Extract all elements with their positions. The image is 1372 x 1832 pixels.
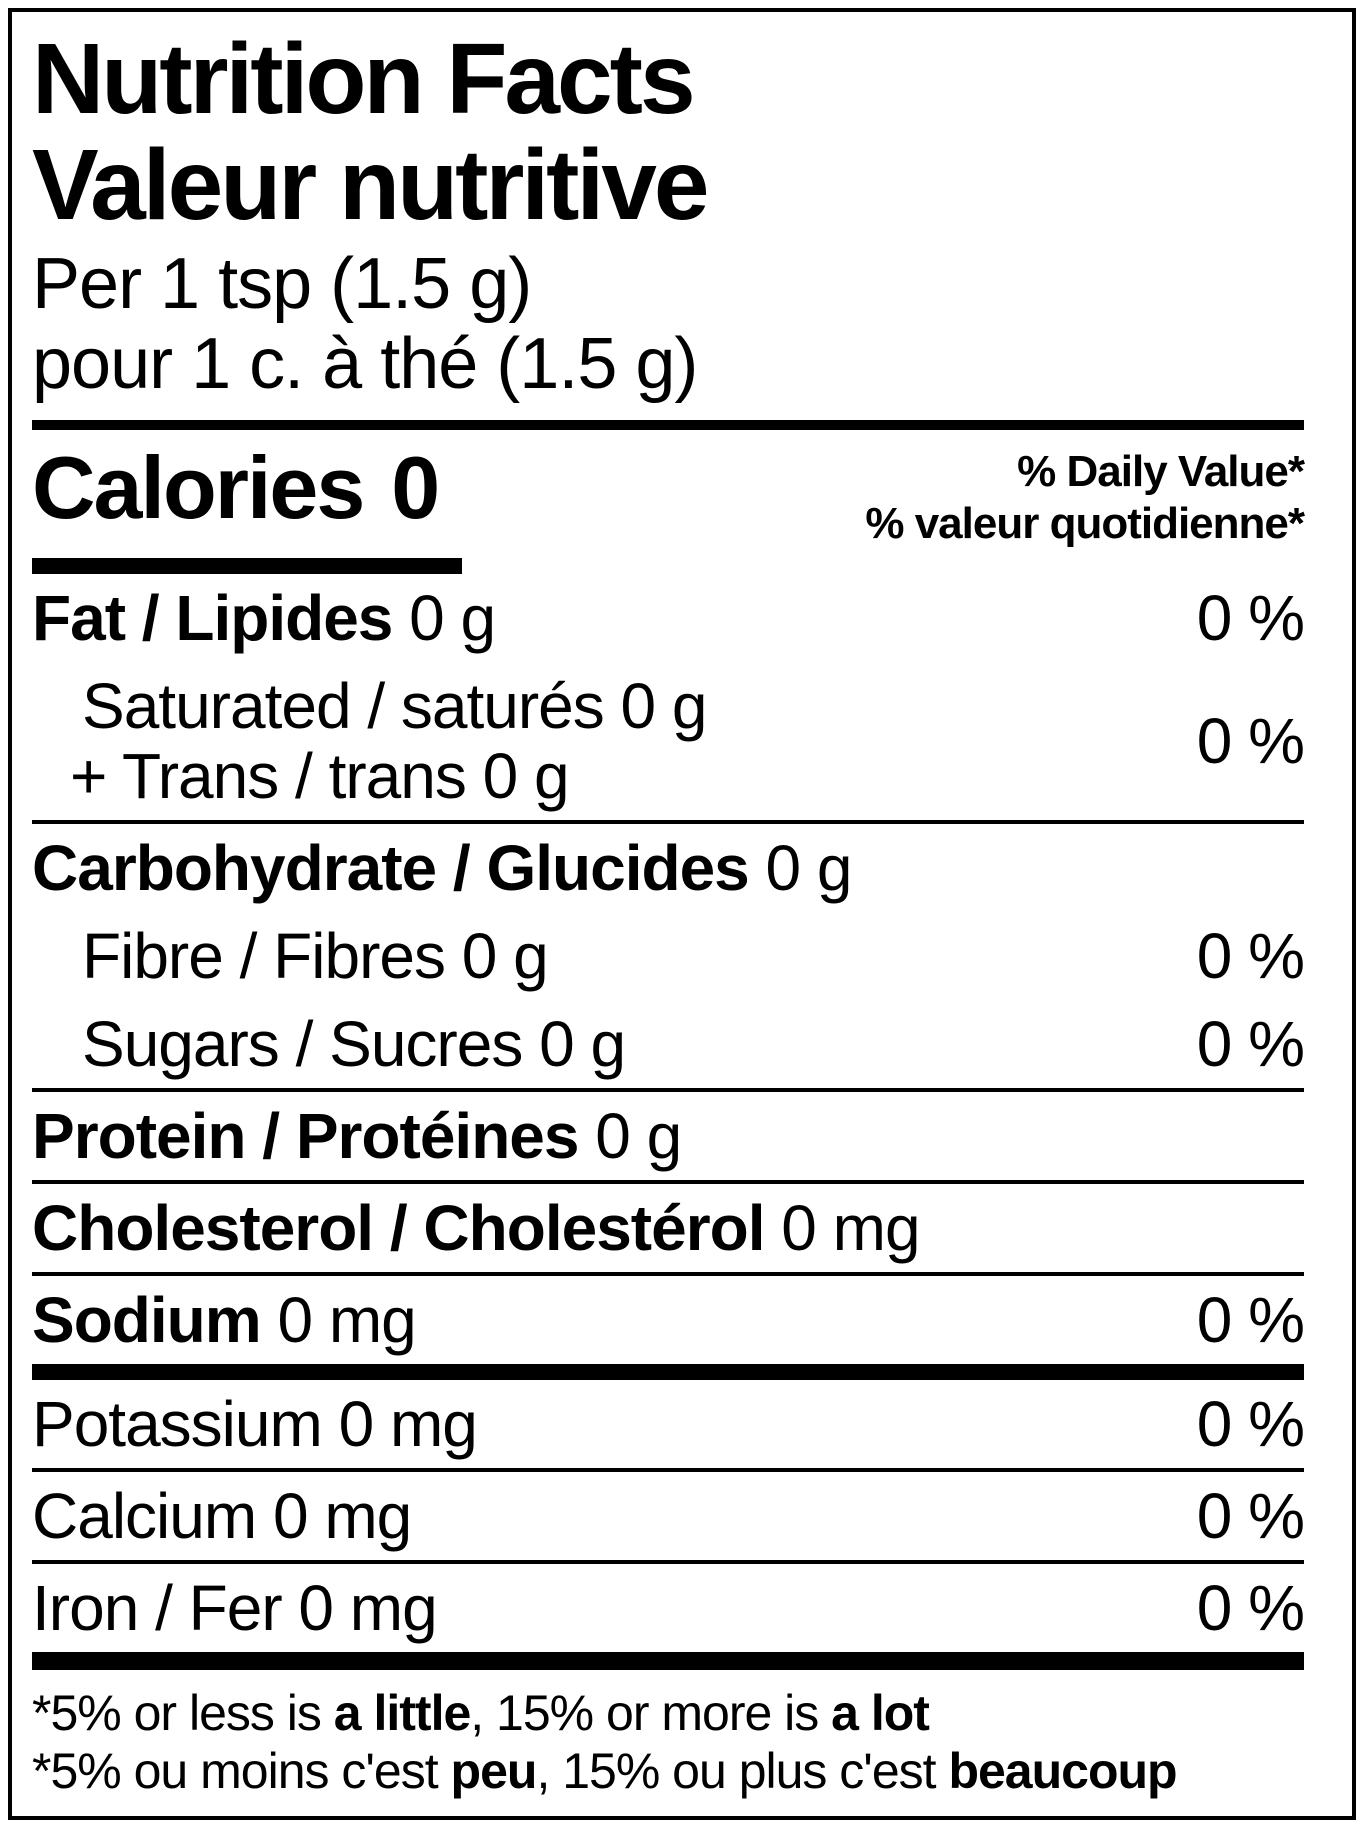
serving-size-fr: pour 1 c. à thé (1.5 g): [32, 324, 698, 404]
daily-value-fibre: 0 %: [1196, 920, 1304, 992]
label-title-fr: Valeur nutritive: [32, 129, 707, 241]
calories-underline-bar: [32, 558, 462, 574]
nutrient-name-iron: Iron / Fer 0 mg: [32, 1572, 437, 1644]
nutrition-facts-label: [8, 8, 1356, 1820]
nutrient-rows: [32, 574, 1304, 1652]
calories-row: [32, 440, 438, 536]
nutrient-name-potassium: Potassium 0 mg: [32, 1388, 477, 1460]
nutrient-row-protein: [32, 1088, 1304, 1180]
footnotes: [32, 1684, 1304, 1800]
nutrient-name-protein: Protein / Protéines 0 g: [32, 1100, 682, 1172]
nutrient-name-calcium: Calcium 0 mg: [32, 1480, 412, 1552]
daily-value-header: [865, 446, 1304, 550]
nutrient-row-saturated-trans: [32, 662, 1304, 820]
serving-size-en: Per 1 tsp (1.5 g): [32, 244, 532, 324]
nutrient-name-carbohydrate: Carbohydrate / Glucides 0 g: [32, 832, 852, 904]
nutrient-row-fibre: [32, 912, 1304, 1000]
nutrient-name-fibre: Fibre / Fibres 0 g: [82, 920, 548, 992]
footer-separator-bar: [32, 1652, 1304, 1670]
label-title-en: Nutrition Facts: [32, 23, 693, 135]
nutrient-row-calcium: [32, 1468, 1304, 1560]
nutrient-row-potassium: [32, 1364, 1304, 1468]
daily-value-fat: 0 %: [1196, 582, 1304, 654]
daily-value-sodium: 0 %: [1196, 1284, 1304, 1356]
nutrient-row-cholesterol: [32, 1180, 1304, 1272]
calories-label: Calories: [32, 438, 364, 537]
calories-value: 0: [391, 438, 439, 537]
daily-value-iron: 0 %: [1196, 1572, 1304, 1644]
daily-value-saturated-trans: 0 %: [1196, 705, 1304, 777]
nutrient-name-sugars: Sugars / Sucres 0 g: [82, 1008, 626, 1080]
footnote-line-2: *5% ou moins c'est peu, 15% ou plus c'est beaucoup: [32, 1743, 1177, 1799]
nutrient-row-fat: [32, 574, 1304, 662]
daily-value-potassium: 0 %: [1196, 1388, 1304, 1460]
daily-value-calcium: 0 %: [1196, 1480, 1304, 1552]
nutrient-row-iron: [32, 1560, 1304, 1652]
daily-value-sugars: 0 %: [1196, 1008, 1304, 1080]
nutrient-name-saturated-trans: Saturated / saturés 0 g + Trans / trans 0 g: [70, 670, 707, 812]
nutrient-row-sodium: [32, 1272, 1304, 1364]
nutrient-name-fat: Fat / Lipides 0 g: [32, 582, 496, 654]
footnote-line-1: *5% or less is a little, 15% or more is a lot: [32, 1685, 929, 1741]
nutrient-row-carbohydrate: [32, 820, 1304, 912]
nutrient-name-cholesterol: Cholesterol / Cholestérol 0 mg: [32, 1192, 920, 1264]
daily-value-header-fr: % valeur quotidienne*: [865, 499, 1304, 548]
daily-value-header-en: % Daily Value*: [1017, 447, 1304, 496]
calories-section: [32, 440, 1304, 550]
nutrient-row-sugars: [32, 1000, 1304, 1088]
nutrient-name-sodium: Sodium 0 mg: [32, 1284, 416, 1356]
serving-separator-rule: [32, 420, 1304, 430]
